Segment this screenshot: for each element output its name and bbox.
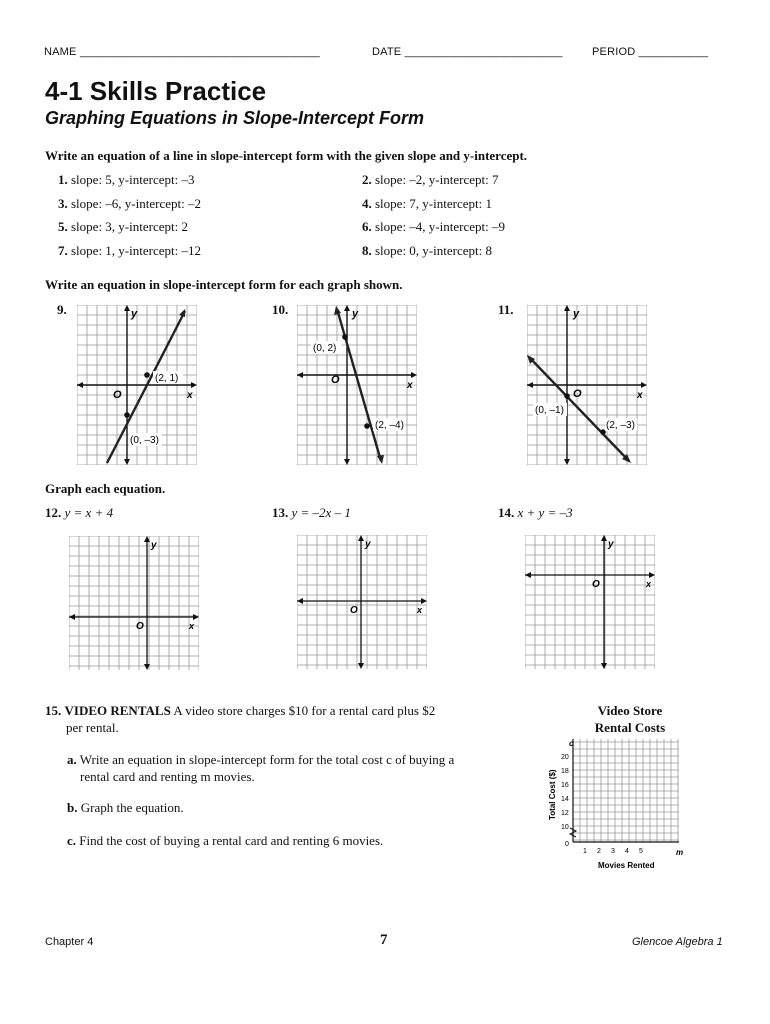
origin-label: O bbox=[331, 374, 340, 386]
line-arrow-icon bbox=[179, 309, 185, 317]
y-axis-arrow-icon bbox=[564, 459, 570, 465]
problem-9-number: 9. bbox=[57, 302, 67, 317]
x-axis-arrow-icon bbox=[649, 572, 655, 578]
graph-10 bbox=[297, 305, 417, 465]
name-field[interactable] bbox=[44, 46, 320, 58]
y-tick-0: 0 bbox=[565, 841, 569, 848]
x-axis-arrow-icon bbox=[641, 382, 647, 388]
page-title: 4-1 Skills Practice bbox=[45, 76, 267, 106]
graph-12-blank[interactable] bbox=[69, 536, 199, 670]
x-axis-arrow-icon bbox=[297, 372, 303, 378]
graph-11 bbox=[527, 305, 647, 465]
problem-15c: c. Find the cost of buying a rental card and renting 6 movies. bbox=[67, 833, 384, 848]
x-label: x bbox=[407, 380, 413, 391]
point-1-label: (2, 1) bbox=[155, 373, 179, 384]
period-label: PERIOD bbox=[592, 46, 636, 58]
y-axis-arrow-icon bbox=[358, 535, 364, 541]
line-arrow-icon bbox=[334, 306, 341, 315]
origin-label: O bbox=[350, 605, 358, 616]
point-1-label: (0, 2) bbox=[313, 343, 337, 354]
point-2-label: (0, –3) bbox=[130, 435, 159, 446]
rental-cost-chart[interactable] bbox=[543, 736, 693, 876]
page-subtitle: Graphing Equations in Slope-Intercept Form bbox=[45, 108, 425, 128]
y-label: y bbox=[151, 540, 157, 551]
problem-13: 13. y = –2x – 1 bbox=[272, 505, 351, 520]
x-axis-arrow-icon bbox=[69, 614, 75, 620]
period-field[interactable] bbox=[592, 46, 708, 58]
x-axis-arrow-icon bbox=[525, 572, 531, 578]
problem-15: 15. VIDEO RENTALS A video store charges $10 for a rental card plus $2 per rental. bbox=[45, 703, 436, 735]
x-axis-arrow-icon bbox=[297, 598, 303, 604]
y-axis-arrow-icon bbox=[124, 459, 130, 465]
x-tick-3: 3 bbox=[611, 848, 615, 855]
y-axis-arrow-icon bbox=[358, 663, 364, 669]
origin-label: O bbox=[592, 579, 600, 590]
problem-5: 5. slope: 3, y-intercept: 2 bbox=[58, 219, 188, 234]
y-tick-16: 16 bbox=[561, 782, 569, 789]
y-label: y bbox=[365, 539, 371, 550]
section1-instruction: Write an equation of a line in slope-intercept form with the given slope and y-intercept. bbox=[45, 148, 528, 163]
name-label: NAME bbox=[44, 46, 77, 58]
y-axis-arrow-icon bbox=[124, 305, 130, 311]
point-1 bbox=[144, 372, 150, 378]
origin-label: O bbox=[573, 388, 582, 400]
y-tick-20: 20 bbox=[561, 754, 569, 761]
section3-instruction: Graph each equation. bbox=[45, 481, 166, 496]
y-tick-12: 12 bbox=[561, 810, 569, 817]
problem-10-number: 10. bbox=[272, 302, 289, 317]
footer-book: Glencoe Algebra 1 bbox=[632, 936, 723, 948]
x-axis-arrow-icon bbox=[77, 382, 83, 388]
x-axis-arrow-icon bbox=[191, 382, 197, 388]
y-tick-14: 14 bbox=[561, 796, 569, 803]
y-tick-10: 10 bbox=[561, 824, 569, 831]
x-label: x bbox=[417, 605, 423, 615]
x-label: x bbox=[187, 390, 193, 401]
x-axis-arrow-icon bbox=[527, 382, 533, 388]
y-axis-arrow-icon bbox=[601, 663, 607, 669]
y-tick-18: 18 bbox=[561, 768, 569, 775]
y-label: y bbox=[573, 308, 580, 320]
axis-break-icon bbox=[570, 828, 576, 837]
y-label: y bbox=[131, 308, 138, 320]
point-1 bbox=[342, 334, 348, 340]
x-axis-label: Movies Rented bbox=[598, 861, 655, 870]
x-label: x bbox=[637, 390, 643, 401]
name-line: ______________________________________ bbox=[79, 46, 320, 58]
section2-instruction: Write an equation in slope-intercept form for each graph shown. bbox=[45, 277, 403, 292]
y-axis-label: Total Cost ($) bbox=[548, 769, 557, 820]
y-label: y bbox=[608, 539, 614, 550]
origin-label: O bbox=[113, 389, 122, 401]
m-variable: m bbox=[676, 848, 684, 857]
date-line: _________________________ bbox=[404, 46, 563, 58]
problem-15b: b. Graph the equation. bbox=[67, 800, 184, 815]
footer-chapter: Chapter 4 bbox=[45, 936, 94, 948]
point-1 bbox=[564, 393, 570, 399]
x-axis-arrow-icon bbox=[411, 372, 417, 378]
problem-12: 12. y = x + 4 bbox=[45, 505, 114, 520]
problem-7: 7. slope: 1, y-intercept: –12 bbox=[58, 243, 201, 258]
y-axis-arrow-icon bbox=[601, 535, 607, 541]
x-tick-1: 1 bbox=[583, 848, 587, 855]
c-variable: c bbox=[569, 739, 574, 748]
point-1-label: (0, –1) bbox=[535, 405, 564, 416]
problem-3: 3. slope: –6, y-intercept: –2 bbox=[58, 196, 201, 211]
page-number: 7 bbox=[380, 932, 388, 948]
x-label: x bbox=[189, 621, 195, 631]
problem-14: 14. x + y = –3 bbox=[498, 505, 573, 520]
point-2-label: (2, –3) bbox=[606, 420, 635, 431]
problem-11-number: 11. bbox=[498, 302, 514, 317]
x-label: x bbox=[646, 579, 652, 589]
rental-chart-title: Video Store Rental Costs bbox=[594, 703, 666, 735]
point-2 bbox=[124, 412, 130, 418]
problem-8: 8. slope: 0, y-intercept: 8 bbox=[362, 243, 492, 258]
x-tick-4: 4 bbox=[625, 848, 629, 855]
problem-15a: a. Write an equation in slope-intercept form for the total cost c of buying a rental card and renting m movies. bbox=[67, 752, 455, 784]
point-2 bbox=[600, 429, 606, 435]
point-2 bbox=[364, 423, 370, 429]
graph-13-blank[interactable] bbox=[297, 535, 427, 669]
period-line: ___________ bbox=[638, 46, 709, 58]
graph-14-blank[interactable] bbox=[525, 535, 655, 669]
y-axis-arrow-icon bbox=[564, 305, 570, 311]
origin-label: O bbox=[136, 621, 144, 632]
y-axis-arrow-icon bbox=[344, 305, 350, 311]
graph-9 bbox=[77, 305, 197, 465]
x-tick-5: 5 bbox=[639, 848, 643, 855]
problem-6: 6. slope: –4, y-intercept: –9 bbox=[362, 219, 505, 234]
x-tick-2: 2 bbox=[597, 848, 601, 855]
x-axis-arrow-icon bbox=[193, 614, 199, 620]
x-axis-arrow-icon bbox=[421, 598, 427, 604]
problem-2: 2. slope: –2, y-intercept: 7 bbox=[362, 172, 499, 187]
date-field[interactable] bbox=[372, 46, 563, 58]
problem-1: 1. slope: 5, y-intercept: –3 bbox=[58, 172, 195, 187]
date-label: DATE bbox=[372, 46, 402, 58]
y-label: y bbox=[352, 308, 359, 320]
problem-4: 4. slope: 7, y-intercept: 1 bbox=[362, 196, 492, 211]
y-axis-arrow-icon bbox=[344, 459, 350, 465]
point-2-label: (2, –4) bbox=[375, 420, 404, 431]
line-arrow-icon bbox=[377, 455, 384, 464]
